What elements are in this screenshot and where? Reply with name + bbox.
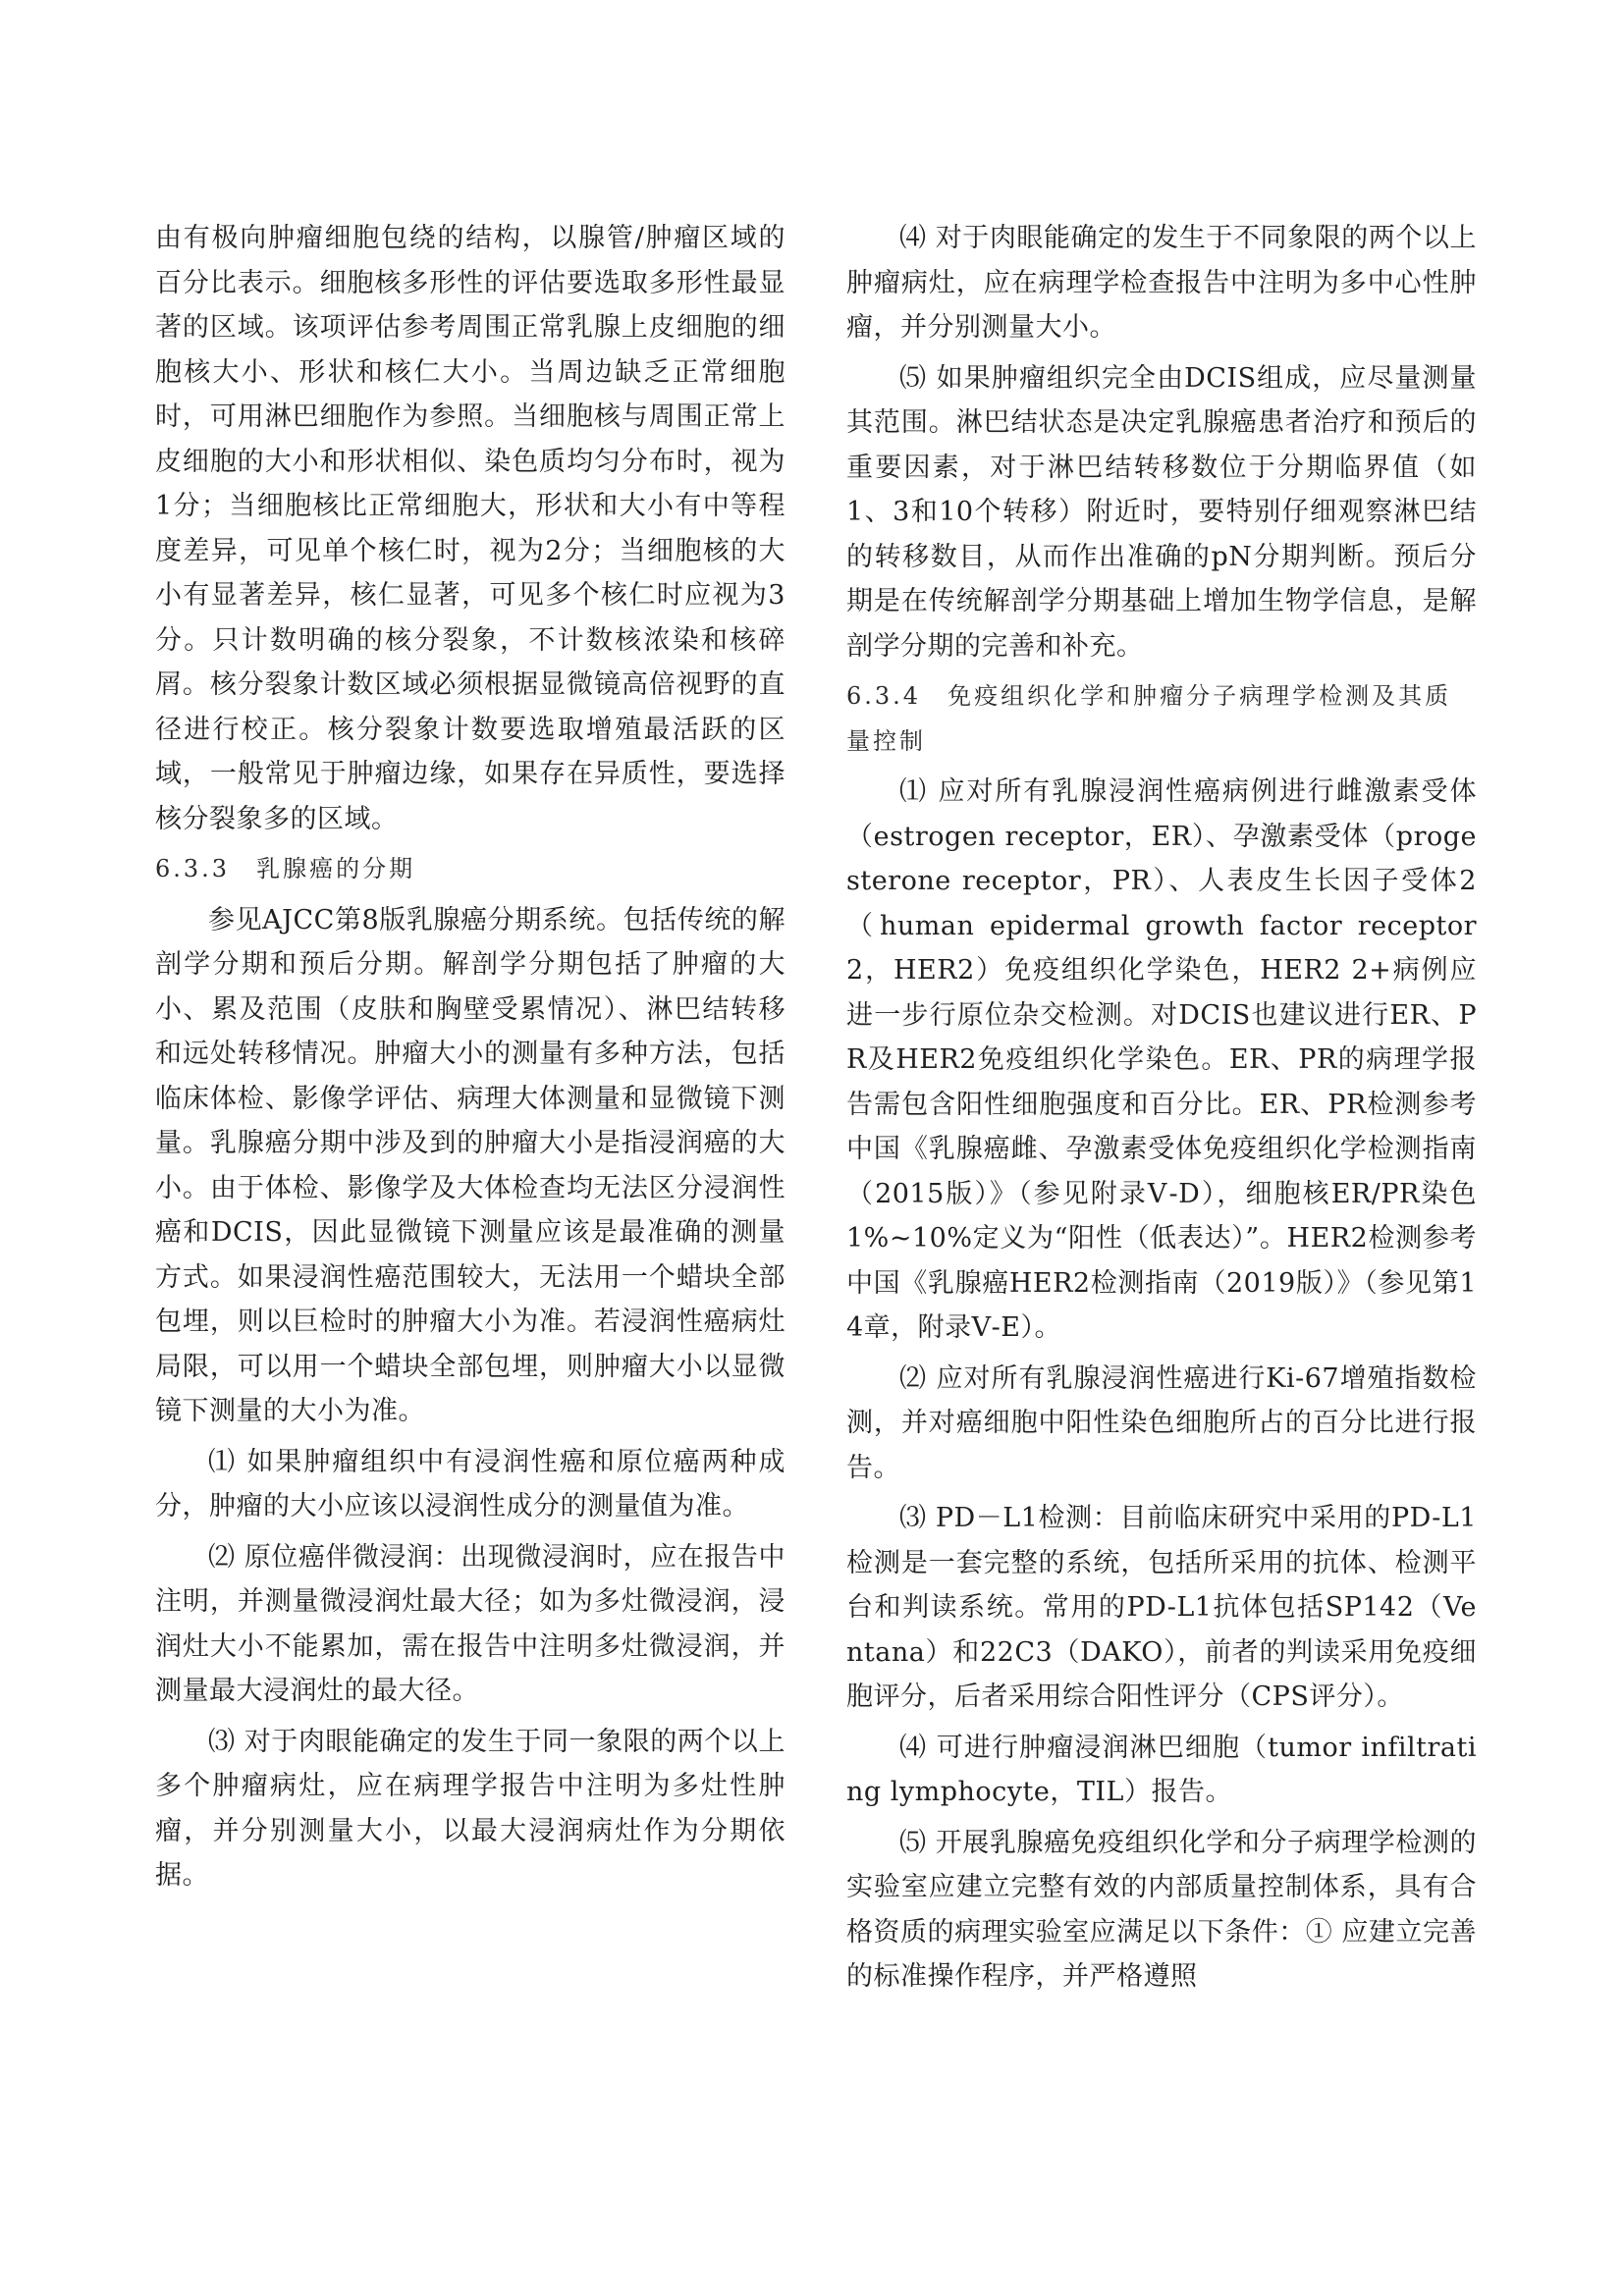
paragraph-grading-continued: 由有极向肿瘤细胞包绕的结构，以腺管/肿瘤区域的百分比表示。细胞核多形性的评估要选取多形性最显著的区域。该项评估参考周围正常乳腺上皮细胞的细胞核大小、形状和核仁大小。当周边缺乏正常细胞时，可用淋巴细胞作为参照。当细胞核与周围正常上皮细胞的大小和形状相似、染色质均匀分布时，视为1分；当细胞核比正常细胞大，形状和大小有中等程度差异，可见单个核仁时，视为2分；当细胞核的大小有显著差异，核仁显著，可见多个核仁时应视为3分。只计数明确的核分裂象，不计数核浓染和核碎屑。核分裂象计数区域必须根据显微镜高倍视野的直径进行校正。核分裂象计数要选取增殖最活跃的区域，一般常见于肿瘤边缘，如果存在异质性，要选择核分裂象多的区域。 [155, 223, 785, 834]
right-column [846, 216, 1477, 2005]
paragraph-ihc-item-5: ⑸ 开展乳腺癌免疫组织化学和分子病理学检测的实验室应建立完整有效的内部质量控制体系，具有合格资质的病理实验室应满足以下条件：① 应建立完善的标准操作程序，并严格遵照 [846, 1827, 1477, 1992]
paragraph-item-2: ⑵ 原位癌伴微浸润：出现微浸润时，应在报告中注明，并测量微浸润灶最大径；如为多灶微浸润，浸润灶大小不能累加，需在报告中注明多灶微浸润，并测量最大浸润灶的最大径。 [155, 1541, 785, 1706]
paragraph-item-4: ⑷ 对于肉眼能确定的发生于不同象限的两个以上肿瘤病灶，应在病理学检查报告中注明为多中心性肿瘤，并分别测量大小。 [846, 223, 1477, 343]
paragraph-ihc-item-2: ⑵ 应对所有乳腺浸润性癌进行Ki-67增殖指数检测，并对癌细胞中阳性染色细胞所占的百分比进行报告。 [846, 1362, 1477, 1483]
paragraph-item-5: ⑸ 如果肿瘤组织完全由DCIS组成，应尽量测量其范围。淋巴结状态是决定乳腺癌患者治疗和预后的重要因素，对于淋巴结转移数位于分期临界值（如1、3和10个转移）附近时，要特别仔细观察淋巴结的转移数目，从而作出准确的pN分期判断。预后分期是在传统解剖学分期基础上增加生物学信息，是解剖学分期的完善和补充。 [846, 362, 1477, 662]
section-heading-6-3-4: 6.3.4 免疫组织化学和肿瘤分子病理学检测及其质量控制 [846, 682, 1452, 755]
paragraph-ihc-item-4: ⑷ 可进行肿瘤浸润淋巴细胞（tumor infiltrating lymphocyte，TIL）报告。 [846, 1732, 1477, 1807]
paragraph-staging-intro: 参见AJCC第8版乳腺癌分期系统。包括传统的解剖学分期和预后分期。解剖学分期包括了肿瘤的大小、累及范围（皮肤和胸壁受累情况）、淋巴结转移和远处转移情况。肿瘤大小的测量有多种方法，包括临床体检、影像学评估、病理大体测量和显微镜下测量。乳腺癌分期中涉及到的肿瘤大小是指浸润癌的大小。由于体检、影像学及大体检查均无法区分浸润性癌和DCIS，因此显微镜下测量应该是最准确的测量方式。如果浸润性癌范围较大，无法用一个蜡块全部包埋，则以巨检时的肿瘤大小为准。若浸润性癌病灶局限，可以用一个蜡块全部包埋，则肿瘤大小以显微镜下测量的大小为准。 [155, 904, 785, 1426]
paragraph-ihc-item-1: ⑴ 应对所有乳腺浸润性癌病例进行雌激素受体（estrogen receptor，ER）、孕激素受体（progesterone receptor，PR）、人表皮生长因子受体2（human epidermal growth factor receptor 2，HER2）免疫组织化学染色，HER2 2+病例应进一步行原位杂交检测。对DCIS也建议进行ER、PR及HER2免疫组织化学染色。ER、PR的病理学报告需包含阳性细胞强度和百分比。ER、PR检测参考中国《乳腺癌雌、孕激素受体免疫组织化学检测指南（2015版）》（参见附录Ⅴ-D），细胞核ER/PR染色1%~10%定义为“阳性（低表达）”。HER2检测参考中国《乳腺癌HER2检测指南（2019版）》（参见第14章，附录Ⅴ-E）。 [846, 776, 1477, 1343]
paragraph-item-1: ⑴ 如果肿瘤组织中有浸润性癌和原位癌两种成分，肿瘤的大小应该以浸润性成分的测量值为准。 [155, 1446, 785, 1522]
paragraph-item-3: ⑶ 对于肉眼能确定的发生于同一象限的两个以上多个肿瘤病灶，应在病理学报告中注明为多灶性肿瘤，并分别测量大小，以最大浸润病灶作为分期依据。 [155, 1726, 785, 1891]
paragraph-ihc-item-3: ⑶ PD－L1检测：目前临床研究中采用的PD-L1检测是一套完整的系统，包括所采用的抗体、检测平台和判读系统。常用的PD-L1抗体包括SP142（Ventana）和22C3（DAKO），前者的判读采用免疫细胞评分，后者采用综合阳性评分（CPS评分）。 [846, 1503, 1477, 1712]
section-heading-6-3-3: 6.3.3 乳腺癌的分期 [155, 855, 416, 882]
left-column [155, 216, 785, 1904]
